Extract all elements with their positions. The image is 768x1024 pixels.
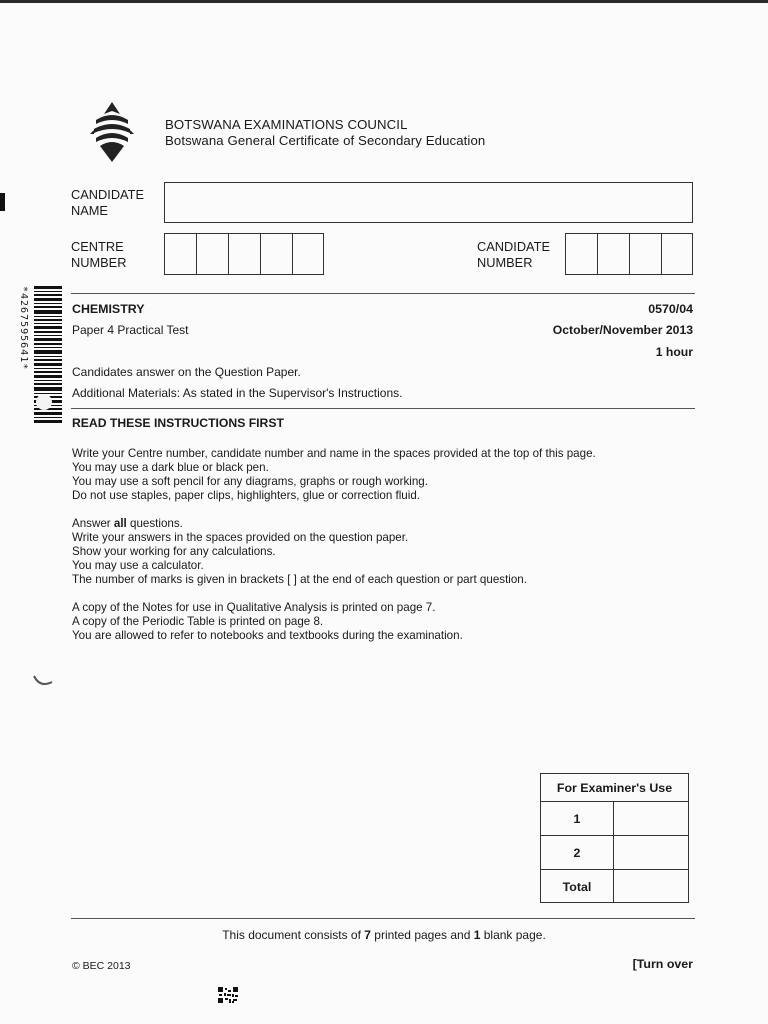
digit-box — [566, 234, 598, 274]
instruction-line: A copy of the Periodic Table is printed on page 8. — [72, 615, 324, 628]
digit-box — [598, 234, 630, 274]
page-count-note: This document consists of 7 printed pages and 1 blank page. — [222, 928, 546, 942]
binding-mark — [0, 193, 5, 211]
instruction-line: You may use a soft pencil for any diagrams, graphs or rough working. — [72, 475, 428, 488]
candidate-name-label: CANDIDATE NAME — [71, 187, 144, 218]
divider-footer — [71, 918, 695, 919]
examiner-row-2 — [541, 835, 688, 869]
divider-top — [71, 293, 695, 294]
instruction-answer-all: Answer all questions. — [72, 517, 183, 530]
digit-box — [197, 234, 229, 274]
instruction-line: You may use a calculator. — [72, 559, 204, 572]
turn-over: [Turn over — [632, 957, 693, 971]
mark-cell[interactable] — [614, 802, 688, 835]
instruction-line: Show your working for any calculations. — [72, 545, 276, 558]
exam-session: October/November 2013 — [552, 323, 693, 337]
centre-number-input[interactable] — [164, 233, 324, 275]
certificate-name: Botswana General Certificate of Secondary Education — [165, 133, 486, 148]
question-number: 1 — [541, 802, 614, 835]
instructions-block-3 — [72, 601, 463, 643]
digit-box — [165, 234, 197, 274]
qr-code-icon — [218, 987, 238, 1003]
instruction-line: Write your answers in the spaces provided on the question paper. — [72, 531, 409, 544]
page-top-edge — [0, 0, 768, 3]
instruction-line: You may use a dark blue or black pen. — [72, 461, 269, 474]
candidate-number-input[interactable] — [565, 233, 693, 275]
candidate-number-label: CANDIDATE NUMBER — [477, 239, 550, 270]
examiner-row-total — [541, 869, 688, 903]
council-name: BOTSWANA EXAMINATIONS COUNCIL — [165, 117, 408, 132]
subject-title: CHEMISTRY — [72, 302, 145, 316]
divider-middle — [71, 408, 695, 409]
instruction-line: The number of marks is given in brackets [ ] at the end of each question or part question. — [72, 573, 527, 586]
copyright: © BEC 2013 — [72, 960, 131, 972]
instructions-block-2 — [72, 517, 527, 587]
instructions-heading: READ THESE INSTRUCTIONS FIRST — [72, 416, 284, 430]
examiner-use-table — [540, 773, 689, 903]
scan-mark — [32, 672, 54, 690]
exam-duration: 1 hour — [655, 345, 693, 359]
instructions-block-1 — [72, 447, 596, 503]
paper-title: Paper 4 Practical Test — [72, 323, 189, 337]
mark-cell[interactable] — [614, 836, 688, 869]
answer-note: Candidates answer on the Question Paper. — [72, 365, 301, 379]
instruction-line: A copy of the Notes for use in Qualitative Analysis is printed on page 7. — [72, 601, 436, 614]
instruction-line: Write your Centre number, candidate number and name in the spaces provided at the top of this page. — [72, 447, 596, 460]
question-number: 2 — [541, 836, 614, 869]
examiner-row-1 — [541, 801, 688, 835]
instruction-line: Do not use staples, paper clips, highlighters, glue or correction fluid. — [72, 489, 420, 502]
candidate-name-input[interactable] — [164, 182, 693, 223]
digit-box — [229, 234, 261, 274]
paper-code: 0570/04 — [648, 302, 693, 316]
total-label: Total — [541, 870, 614, 903]
instruction-line: You are allowed to refer to notebooks and textbooks during the examination. — [72, 629, 463, 642]
centre-number-label: CENTRE NUMBER — [71, 239, 127, 270]
digit-box — [261, 234, 293, 274]
additional-materials: Additional Materials: As stated in the Supervisor's Instructions. — [72, 386, 403, 400]
digit-box — [630, 234, 662, 274]
bec-logo-icon — [90, 100, 134, 166]
examiner-table-heading: For Examiner's Use — [556, 780, 673, 795]
barcode-icon — [34, 286, 62, 426]
total-mark-cell[interactable] — [614, 870, 688, 903]
barcode-number: *4267595641* — [18, 286, 29, 371]
header-title — [165, 117, 485, 149]
